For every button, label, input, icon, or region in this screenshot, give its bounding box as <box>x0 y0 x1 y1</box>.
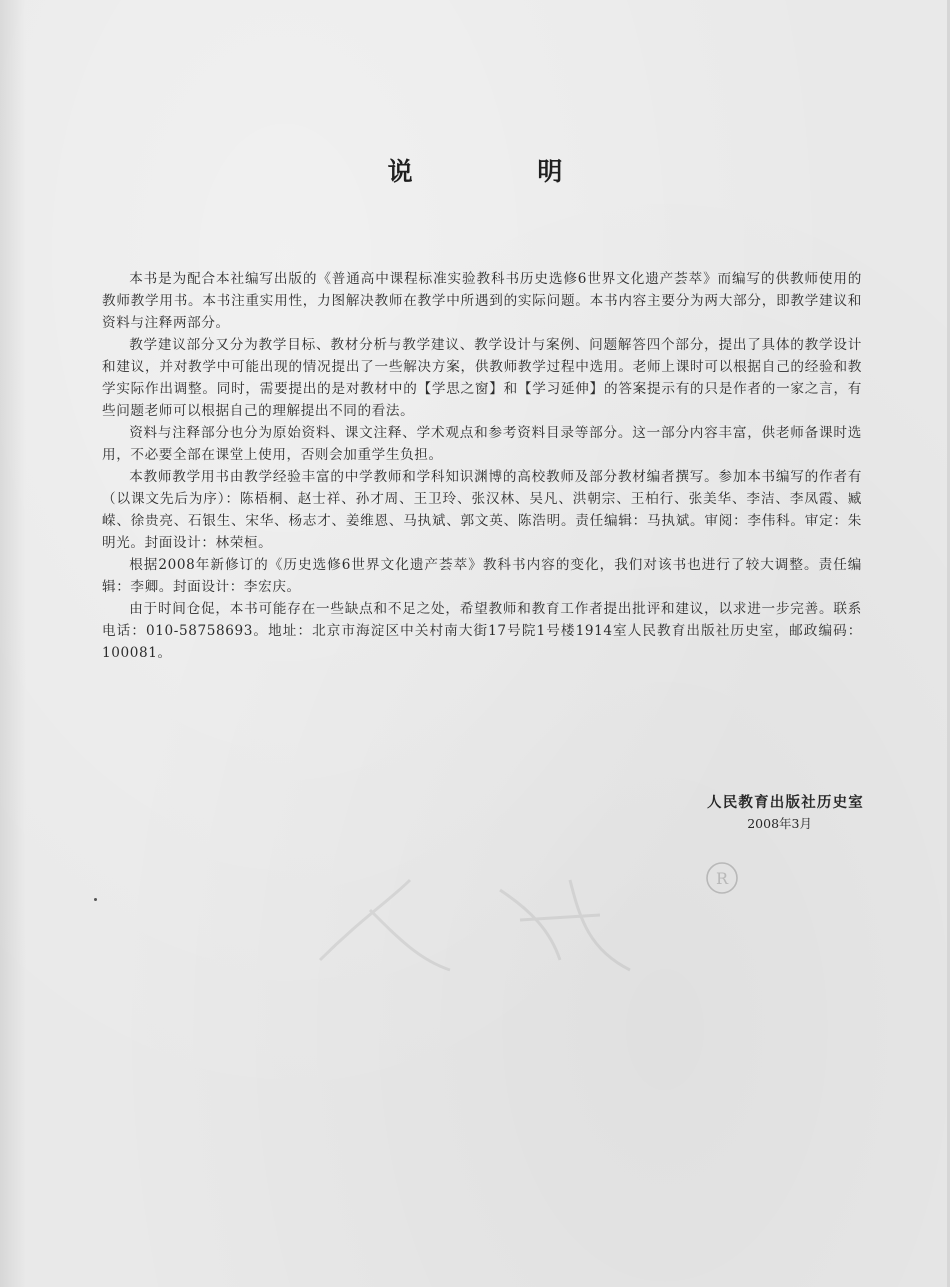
svg-text:R: R <box>715 869 729 888</box>
signature-block <box>707 792 864 834</box>
page-title: 说 明 <box>387 157 621 186</box>
paragraph-5: 根据2008年新修订的《历史选修6世界文化遗产荟萃》教科书内容的变化，我们对该书也进行了较大调整。责任编辑：李卿。封面设计：李宏庆。 <box>102 557 862 595</box>
body-text <box>102 268 862 664</box>
paragraph-4: 本教师教学用书由教学经验丰富的中学教师和学科知识渊博的高校教师及部分教材编者撰写。参加本书编写的作者有（以课文先后为序）：陈梧桐、赵士祥、孙才周、王卫玲、张汉林、吴凡、洪朝宗、王柏行、张美华、李洁、李凤霞、臧嵘、徐贵亮、石银生、宋华、杨志才、姜维恩、马执斌、郭文英、陈浩明。责任编辑：马执斌。审阅：李伟科。审定：朱明光。封面设计：林荣桓。 <box>102 469 862 551</box>
signature-date: 2008年3月 <box>747 816 812 831</box>
registered-seal-icon <box>704 860 740 896</box>
paragraph-6: 由于时间仓促，本书可能存在一些缺点和不足之处，希望教师和教育工作者提出批评和建议，以求进一步完善。联系电话：010-58758693。地址：北京市海淀区中关村南大街17号院1号楼1914室人民教育出版社历史室，邮政编码：100081。 <box>102 601 862 661</box>
signature-organization: 人民教育出版社历史室 <box>707 794 864 811</box>
paragraph-3: 资料与注释部分也分为原始资料、课文注释、学术观点和参考资料目录等部分。这一部分内容丰富，供老师备课时选用，不必要全部在课堂上使用，否则会加重学生负担。 <box>102 425 862 463</box>
binding-shadow <box>0 0 26 1287</box>
print-speck <box>94 898 97 901</box>
faint-watermark-icon <box>300 860 700 980</box>
paragraph-2: 教学建议部分又分为教学目标、教材分析与教学建议、教学设计与案例、问题解答四个部分，提出了具体的教学设计和建议，并对教学中可能出现的情况提出了一些解决方案，供教师教学过程中选用。老师上课时可以根据自己的经验和教学实际作出调整。同时，需要提出的是对教材中的【学思之窗】和【学习延伸】的答案提示有的只是作者的一家之言，有些问题老师可以根据自己的理解提出不同的看法。 <box>102 337 862 419</box>
paragraph-1: 本书是为配合本社编写出版的《普通高中课程标准实验教科书历史选修6世界文化遗产荟萃》而编写的供教师使用的教师教学用书。本书注重实用性，力图解决教师在教学中所遇到的实际问题。本书内容主要分为两大部分，即教学建议和资料与注释两部分。 <box>102 271 862 331</box>
